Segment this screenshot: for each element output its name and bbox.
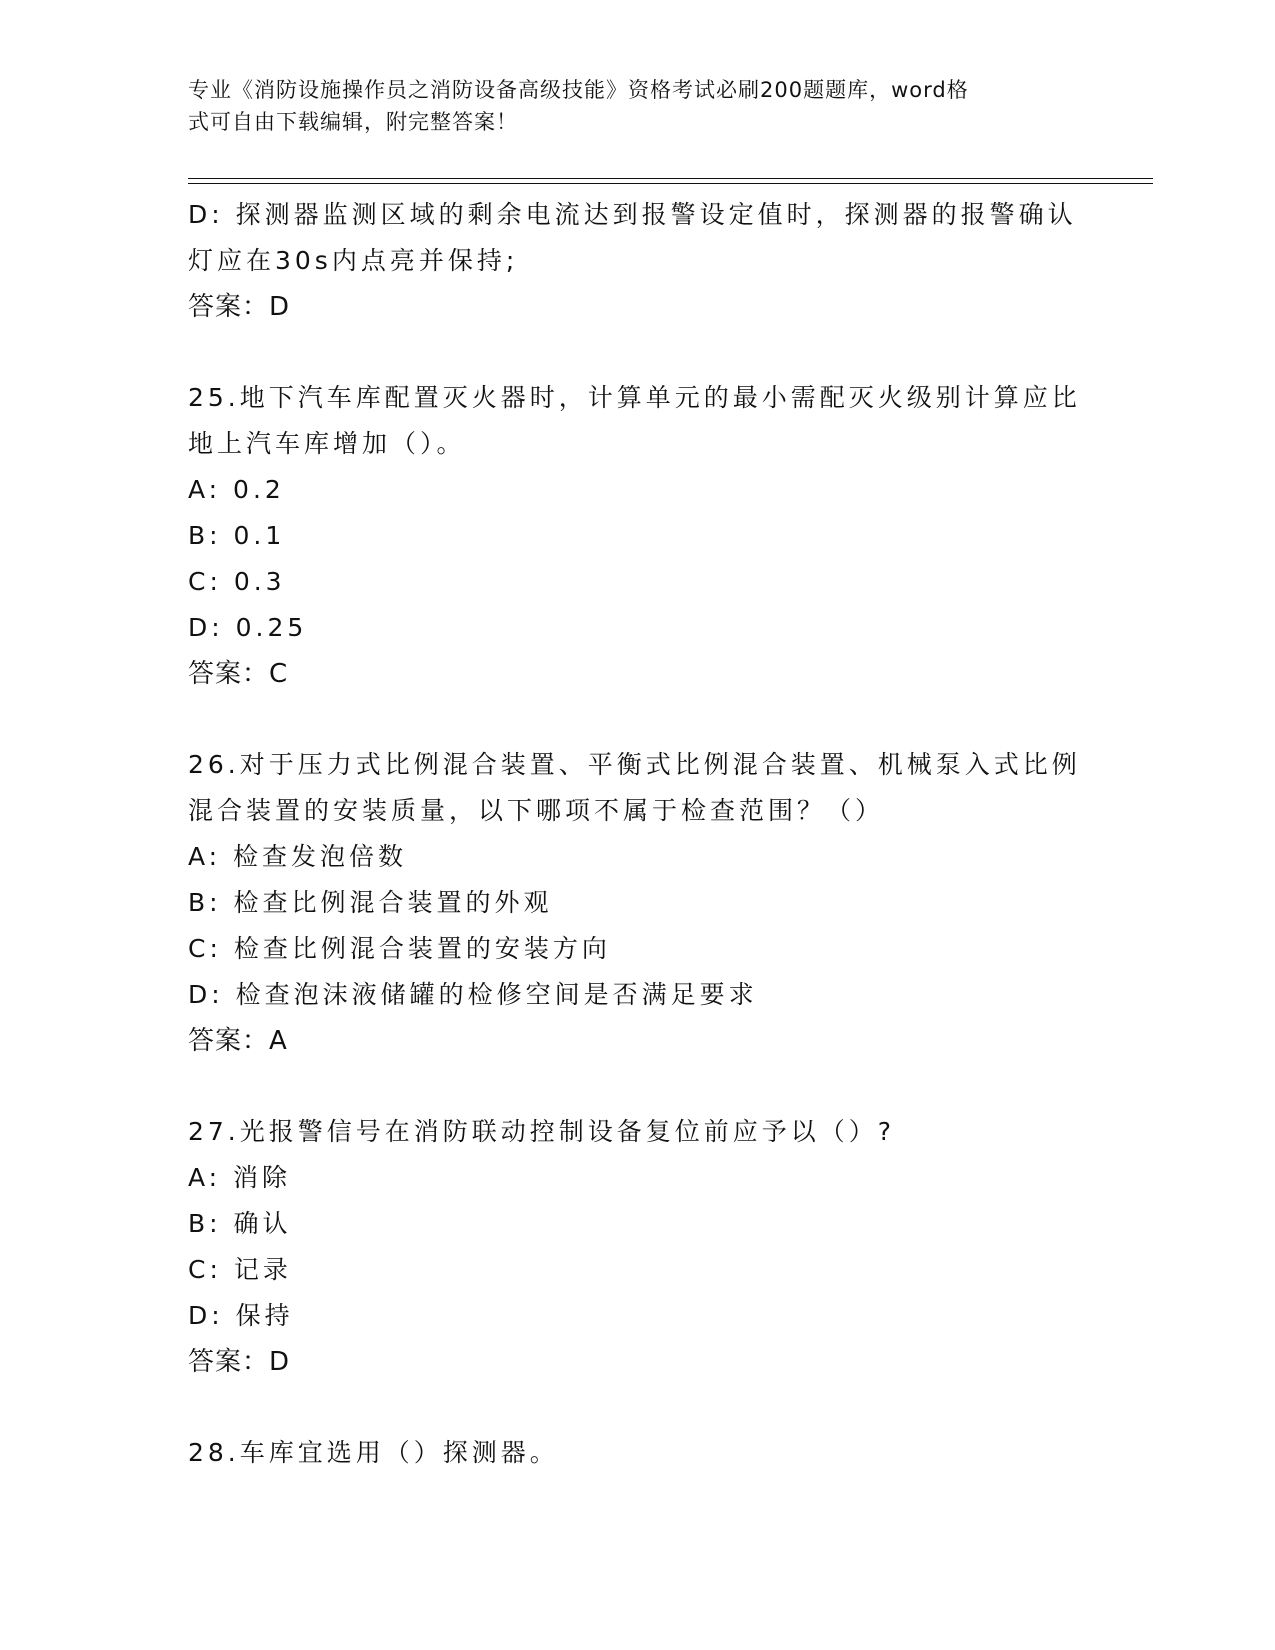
question-stem-line-2: 地上汽车库增加（）。 — [188, 429, 466, 458]
option-a: A: 检查发泡倍数 — [188, 842, 408, 871]
question-25 — [188, 375, 1088, 697]
header-line-2: 式可自由下载编辑，附完整答案！ — [188, 110, 518, 134]
answer-line: 答案：D — [188, 1347, 291, 1377]
option-b: B: 检查比例混合装置的外观 — [188, 888, 553, 917]
header-line-1: 专业《消防设施操作员之消防设备高级技能》资格考试必刷200题题库，word格 — [188, 78, 969, 102]
header-divider-top — [188, 178, 1153, 179]
option-d-line-2: 灯应在30s内点亮并保持; — [188, 246, 519, 275]
question-24-continuation — [188, 192, 1088, 330]
option-d: D: 0.25 — [188, 613, 308, 642]
option-d: D: 检查泡沫液储罐的检修空间是否满足要求 — [188, 980, 758, 1009]
document-header — [188, 74, 1068, 138]
question-stem-line-1: 26.对于压力式比例混合装置、平衡式比例混合装置、机械泵入式比例 — [188, 750, 1081, 779]
answer-line: 答案：A — [188, 1026, 288, 1056]
question-stem-line-2: 混合装置的安装质量，以下哪项不属于检查范围？（） — [188, 796, 885, 825]
question-28 — [188, 1430, 1088, 1476]
option-a: A: 消除 — [188, 1163, 292, 1192]
answer-line: 答案：C — [188, 659, 289, 689]
option-b: B: 确认 — [188, 1209, 292, 1238]
question-stem-line-1: 27.光报警信号在消防联动控制设备复位前应予以（）? — [188, 1117, 896, 1146]
option-a: A: 0.2 — [188, 475, 285, 504]
option-b: B: 0.1 — [188, 521, 286, 550]
document-body — [188, 192, 1088, 1476]
option-c: C: 0.3 — [188, 567, 286, 596]
header-divider-bottom — [188, 183, 1153, 184]
question-stem-line-1: 25.地下汽车库配置灭火器时，计算单元的最小需配灭火级别计算应比 — [188, 383, 1081, 412]
question-26 — [188, 742, 1088, 1064]
option-c: C: 记录 — [188, 1255, 292, 1284]
question-27 — [188, 1109, 1088, 1385]
option-d-line-1: D: 探测器监测区域的剩余电流达到报警设定值时，探测器的报警确认 — [188, 200, 1077, 229]
option-d: D: 保持 — [188, 1301, 294, 1330]
question-stem-line-1: 28.车库宜选用（）探测器。 — [188, 1438, 559, 1467]
answer-line: 答案：D — [188, 292, 291, 322]
option-c: C: 检查比例混合装置的安装方向 — [188, 934, 611, 963]
